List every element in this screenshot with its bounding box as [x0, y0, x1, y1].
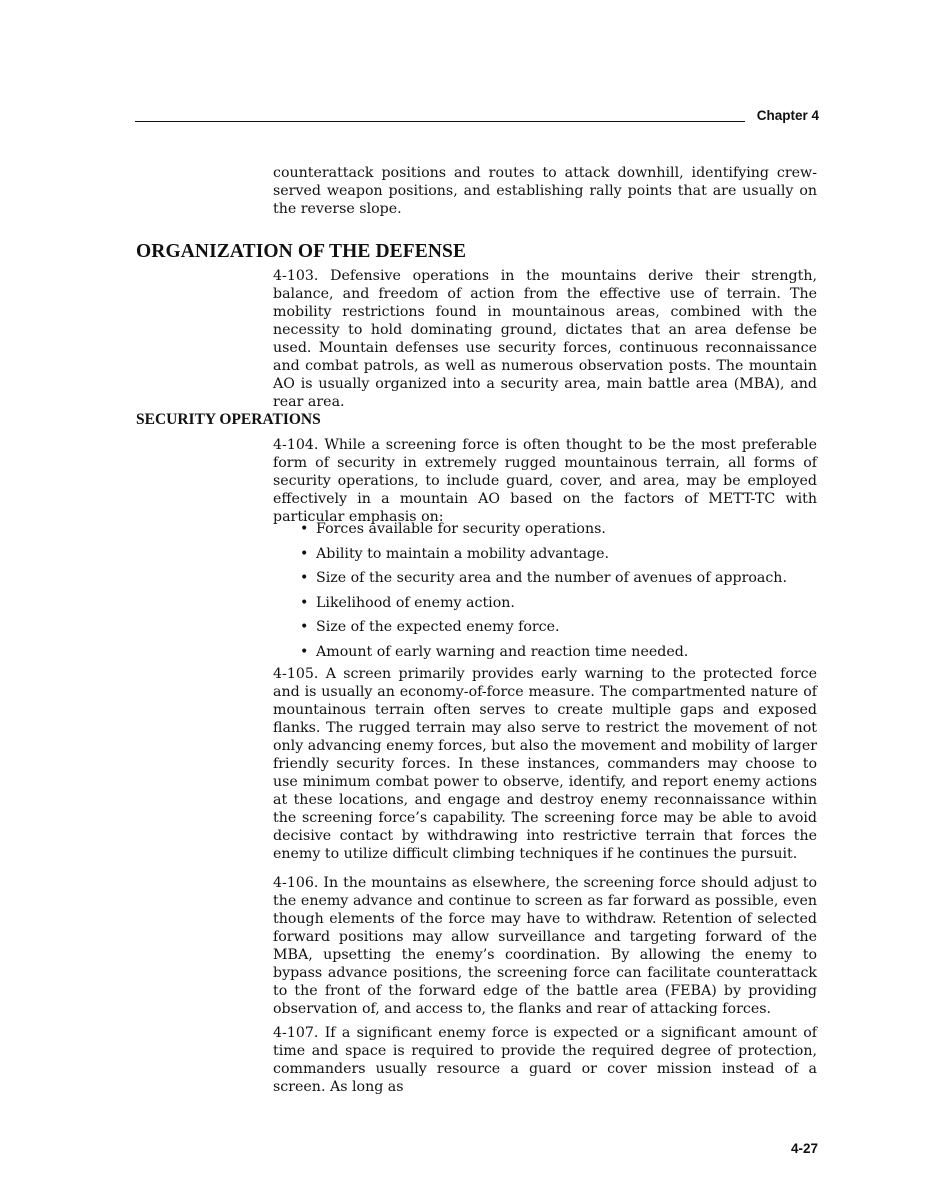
paragraph-4-104: 4-104. While a screening force is often thought to be the most preferable form of security in extremely rugged mountainous terrain, all forms of security operations, to include guard, cover, and area, may be employed effectively in a mountain AO based on the factors of METT-TC with particular emphasis on:	[273, 437, 817, 525]
paragraph-4-103: 4-103. Defensive operations in the mountains derive their strength, balance, and freedom of action from the effective use of terrain. The mobility restrictions found in mountainous areas, combined with the necessity to hold dominating ground, dictates that an area defense be used. Mountain defenses use security forces, continuous reconnaissance and combat patrols, as well as numerous observation posts. The mountain AO is usually organized into a security area, main battle area (MBA), and rear area.	[273, 268, 817, 410]
subsection-heading-security-operations: SECURITY OPERATIONS	[136, 411, 321, 428]
continuation-paragraph: counterattack positions and routes to attack downhill, identifying crew-served weapon positions, and establishing rally points that are usually on the reverse slope.	[273, 165, 817, 217]
paragraph-4-107: 4-107. If a significant enemy force is expected or a significant amount of time and space is required to provide the required degree of protection, commanders usually resource a guard or cover mission instead of a screen. As long as	[273, 1025, 817, 1095]
paragraph-4-106: 4-106. In the mountains as elsewhere, the screening force should adjust to the enemy advance and continue to screen as far forward as possible, even though elements of the force may have to withdraw. Retention of selected forward positions may allow surveillance and targeting forward of the MBA, upsetting the enemy’s coordination. By allowing the enemy to bypass advance positions, the screening force can facilitate counterattack to the front of the forward edge of the battle area (FEBA) by providing observation of, and access to, the flanks and rear of attacking forces.	[273, 875, 817, 1017]
page-number: 4-27	[790, 1141, 818, 1156]
list-item: • Size of the expected enemy force.	[300, 618, 820, 636]
list-item: • Amount of early warning and reaction time needed.	[300, 643, 820, 661]
paragraph-4-105: 4-105. A screen primarily provides early warning to the protected force and is usually an economy-of-force measure. The compartmented nature of mountainous terrain often serves to create multiple gaps and exposed flanks. The rugged terrain may also serve to restrict the movement of not only advancing enemy forces, but also the movement and mobility of larger friendly security forces. In these instances, commanders may choose to use minimum combat power to observe, identify, and report enemy actions at these locations, and engage and destroy enemy reconnaissance within the screening force’s capability. The screening force may be able to avoid decisive contact by withdrawing into restrictive terrain that forces the enemy to utilize difficult climbing techniques if he continues the pursuit.	[273, 666, 817, 862]
list-item: • Forces available for security operations.	[300, 520, 820, 538]
list-item: • Ability to maintain a mobility advantage.	[300, 545, 820, 563]
header-rule	[135, 121, 745, 122]
security-factors-list	[300, 520, 820, 668]
list-item: • Size of the security area and the number of avenues of approach.	[300, 569, 820, 587]
list-item: • Likelihood of enemy action.	[300, 594, 820, 612]
section-heading-organization: ORGANIZATION OF THE DEFENSE	[136, 241, 467, 262]
chapter-label: Chapter 4	[756, 108, 819, 123]
